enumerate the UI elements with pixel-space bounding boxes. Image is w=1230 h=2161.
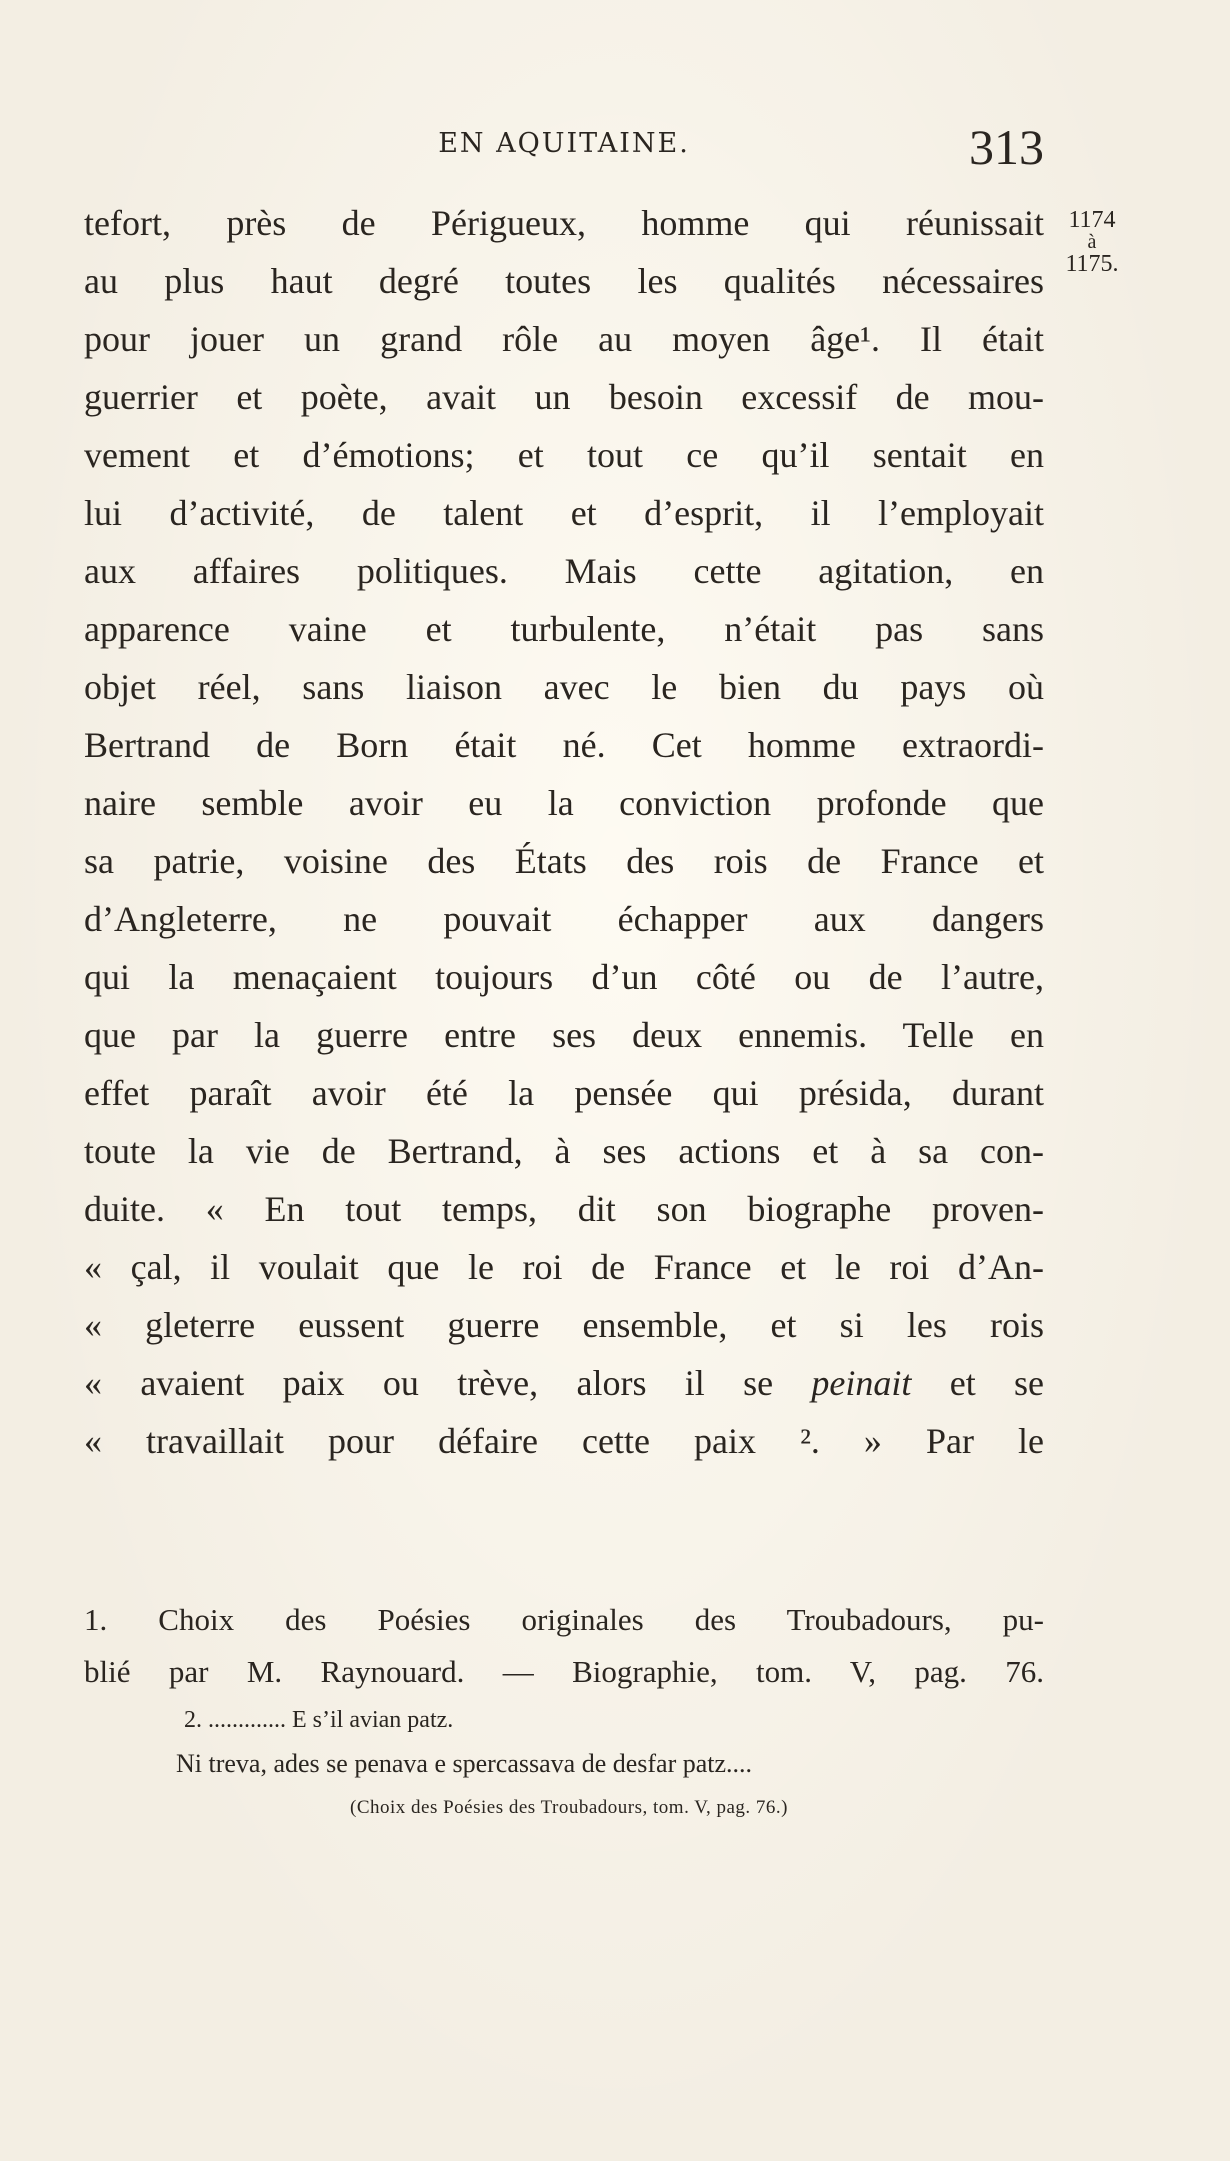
text-line: « travaillait pour défaire cette paix ². » Par le <box>84 1421 1044 1461</box>
text-line: pour jouer un grand rôle au moyen âge¹. Il était <box>84 319 1044 359</box>
text-line: naire semble avoir eu la conviction profonde que <box>84 783 1044 823</box>
text-line: vement et d’émotions; et tout ce qu’il sentait en <box>84 435 1044 475</box>
text-line: « gleterre eussent guerre ensemble, et si les rois <box>84 1305 1044 1345</box>
text-line: au plus haut degré toutes les qualités nécessaires <box>84 261 1044 301</box>
marginal-date-to: 1175. <box>1065 251 1119 277</box>
text-line: aux affaires politiques. Mais cette agitation, en <box>84 551 1044 591</box>
emphasized-word: peinait <box>811 1363 912 1403</box>
footnote-2-line: Ni treva, ades se penava e spercassava de desfar patz.... <box>176 1749 753 1778</box>
text-line: tefort, près de Périgueux, homme qui réunissait <box>84 203 1044 243</box>
footnote-1-line: 1. Choix des Poésies originales des Troubadours, pu- <box>84 1602 1044 1637</box>
body-text <box>84 194 1044 1470</box>
page-number: 313 <box>969 119 1044 175</box>
text-line: apparence vaine et turbulente, n’était pas sans <box>84 609 1044 649</box>
marginal-date-from: 1174 <box>1068 207 1116 233</box>
running-head: EN AQUITAINE. <box>438 128 690 159</box>
text-line: effet paraît avoir été la pensée qui présida, durant <box>84 1073 1044 1113</box>
text-line: d’Angleterre, ne pouvait échapper aux dangers <box>84 899 1044 939</box>
footnotes <box>84 1594 1044 1830</box>
text-line: « avaient paix ou trève, alors il se peinait et se <box>84 1363 1044 1403</box>
text-line: qui la menaçaient toujours d’un côté ou de l’autre, <box>84 957 1044 997</box>
text-line: que par la guerre entre ses deux ennemis. Telle en <box>84 1015 1044 1055</box>
marginal-date <box>1052 208 1132 276</box>
footnote-2-line: 2. ............. E s’il avian patz. <box>184 1707 454 1733</box>
text-line: « çal, il voulait que le roi de France et le roi d’An- <box>84 1247 1044 1287</box>
text-line: duite. « En tout temps, dit son biographe proven- <box>84 1189 1044 1229</box>
text-line: toute la vie de Bertrand, à ses actions et à sa con- <box>84 1131 1044 1171</box>
text-line: guerrier et poète, avait un besoin excessif de mou- <box>84 377 1044 417</box>
footnote-2-citation: (Choix des Poésies des Troubadours, tom. V, pag. 76.) <box>350 1797 789 1818</box>
text-line: Bertrand de Born était né. Cet homme extraordi- <box>84 725 1044 765</box>
text-line: sa patrie, voisine des États des rois de France et <box>84 841 1044 881</box>
text-line: lui d’activité, de talent et d’esprit, il l’employait <box>84 493 1044 533</box>
footnote-1-line: blié par M. Raynouard. — Biographie, tom. V, pag. 76. <box>84 1654 1044 1689</box>
text-line: objet réel, sans liaison avec le bien du pays où <box>84 667 1044 707</box>
page-header <box>84 118 1044 178</box>
marginal-date-connector: à <box>1087 231 1097 253</box>
